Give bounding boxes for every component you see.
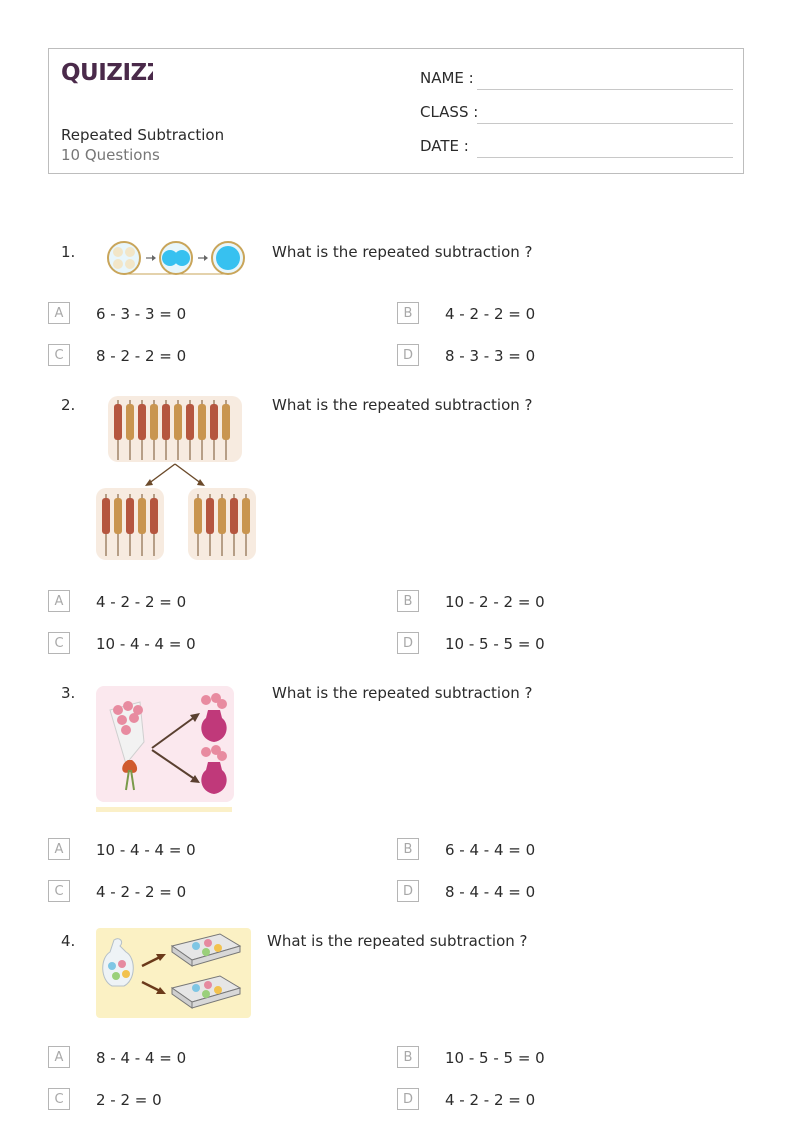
option-c-text[interactable]: 2 - 2 = 0 (96, 1091, 162, 1109)
option-a-text[interactable]: 10 - 4 - 4 = 0 (96, 841, 196, 859)
date-label: DATE : (420, 137, 469, 155)
flowers-vases-icon (96, 686, 236, 818)
worksheet-title: Repeated Subtraction (61, 126, 225, 144)
option-a-box[interactable]: A (48, 302, 70, 324)
option-c-box[interactable]: C (48, 344, 70, 366)
option-b-text[interactable]: 10 - 2 - 2 = 0 (445, 593, 545, 611)
question-number: 4. (61, 932, 76, 950)
option-a-text[interactable]: 6 - 3 - 3 = 0 (96, 305, 187, 323)
option-a-box[interactable]: A (48, 1046, 70, 1068)
option-b-box[interactable]: B (397, 590, 419, 612)
question-number: 2. (61, 396, 76, 414)
question-count: 10 Questions (61, 146, 160, 164)
option-c-box[interactable]: C (48, 1088, 70, 1110)
skewers-icon (96, 392, 258, 568)
question-number: 3. (61, 684, 76, 702)
option-d-text[interactable]: 8 - 4 - 4 = 0 (445, 883, 536, 901)
option-d-text[interactable]: 10 - 5 - 5 = 0 (445, 635, 545, 653)
option-b-text[interactable]: 10 - 5 - 5 = 0 (445, 1049, 545, 1067)
class-field[interactable] (477, 123, 733, 124)
option-d-text[interactable]: 8 - 3 - 3 = 0 (445, 347, 536, 365)
name-field[interactable] (477, 89, 733, 90)
question-text: What is the repeated subtraction ? (272, 243, 533, 261)
candy-boxes-icon (96, 928, 252, 1024)
quizizz-logo (61, 57, 153, 91)
class-label: CLASS : (420, 103, 479, 121)
option-b-box[interactable]: B (397, 838, 419, 860)
worksheet-header (48, 48, 744, 174)
question-text: What is the repeated subtraction ? (272, 396, 533, 414)
option-c-text[interactable]: 4 - 2 - 2 = 0 (96, 883, 187, 901)
option-c-text[interactable]: 10 - 4 - 4 = 0 (96, 635, 196, 653)
option-d-box[interactable]: D (397, 632, 419, 654)
question-text: What is the repeated subtraction ? (267, 932, 528, 950)
option-c-text[interactable]: 8 - 2 - 2 = 0 (96, 347, 187, 365)
option-d-box[interactable]: D (397, 344, 419, 366)
option-b-text[interactable]: 6 - 4 - 4 = 0 (445, 841, 536, 859)
option-a-text[interactable]: 8 - 4 - 4 = 0 (96, 1049, 187, 1067)
question-number: 1. (61, 243, 76, 261)
option-b-box[interactable]: B (397, 1046, 419, 1068)
option-c-box[interactable]: C (48, 880, 70, 902)
option-d-text[interactable]: 4 - 2 - 2 = 0 (445, 1091, 536, 1109)
date-field[interactable] (477, 157, 733, 158)
option-a-box[interactable]: A (48, 590, 70, 612)
option-d-box[interactable]: D (397, 1088, 419, 1110)
name-label: NAME : (420, 69, 474, 87)
option-c-box[interactable]: C (48, 632, 70, 654)
plates-icon (106, 238, 246, 282)
option-a-text[interactable]: 4 - 2 - 2 = 0 (96, 593, 187, 611)
option-b-text[interactable]: 4 - 2 - 2 = 0 (445, 305, 536, 323)
option-d-box[interactable]: D (397, 880, 419, 902)
option-a-box[interactable]: A (48, 838, 70, 860)
question-text: What is the repeated subtraction ? (272, 684, 533, 702)
option-b-box[interactable]: B (397, 302, 419, 324)
svg-text:QUIZIZZ: QUIZIZZ (61, 60, 153, 86)
